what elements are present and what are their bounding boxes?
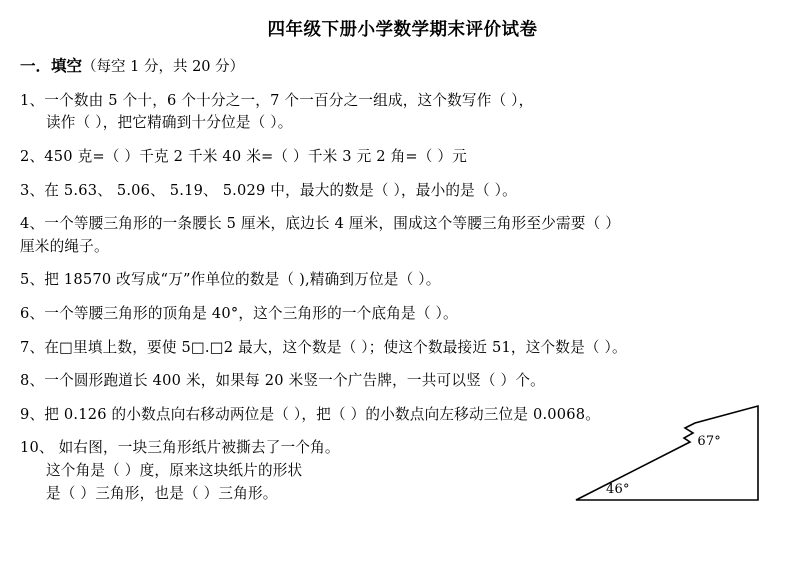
question-4-line-1: 4、一个等腰三角形的一条腰长 5 厘米，底边长 4 厘米，围成这个等腰三角形至少需要（ ） [20,215,621,233]
angle-label-bottom: 46° [606,482,630,498]
page-title: 四年级下册小学数学期末评价试卷 [267,20,538,40]
question-5 [20,269,787,292]
question-5-line-1: 5、把 18570 改写成“万”作单位的数是（ ),精确到万位是（ ）。 [20,271,441,289]
question-6-line-1: 6、一个等腰三角形的顶角是 40°，这个三角形的一个底角是（ ）。 [20,304,458,322]
question-1-line-1: 1、一个数由 5 个十，6 个十分之一，7 个一百分之一组成，这个数写作（ ）， [20,91,534,109]
section-number: 一． [20,56,52,75]
section-heading [20,55,787,78]
question-3-line-1: 3、在 5.63、 5.06、 5.19、 5.029 中，最大的数是（ ），最小的是（ ）。 [20,181,517,199]
question-1 [20,90,787,135]
section-note: （每空 1 分，共 20 分） [82,59,245,75]
section-name: 填空 [51,56,83,75]
question-10-line-3: 是（ ）三角形，也是（ ）三角形。 [46,484,278,502]
question-7 [20,337,787,360]
question-10-line-1: 10、 如右图，一块三角形纸片被撕去了一个角。 [20,439,340,457]
question-1-line-2: 读作（ ），把它精确到十分位是（ ）。 [46,114,293,132]
triangle-figure [562,400,777,505]
question-7-line-1: 7、在□里填上数，要使 5□.□2 最大，这个数是（ ）；使这个数最接近 51，这个数是（ ）。 [20,338,627,356]
question-8 [20,370,787,393]
question-4 [20,213,787,258]
question-2-line-1: 2、450 克=（ ）千克 2 千米 40 米=（ ）千米 3 元 2 角=（ ）元 [20,147,468,165]
triangle-outline [576,406,758,500]
question-3 [20,180,787,203]
question-9-line-1: 9、把 0.126 的小数点向右移动两位是（ ），把（ ）的小数点向左移动三位是 0.0068。 [20,405,601,423]
question-4-line-2: 厘米的绳子。 [20,237,109,255]
question-2 [20,146,787,169]
torn-triangle-svg [562,400,777,505]
angle-label-top: 67° [697,434,721,450]
question-10 [20,434,787,505]
question-8-line-1: 8、一个圆形跑道长 400 米，如果每 20 米竖一个广告牌，一共可以竖（ ）个。 [20,372,545,390]
question-10-line-2: 这个角是（ ）度，原来这块纸片的形状 [46,462,303,479]
question-6 [20,303,787,326]
